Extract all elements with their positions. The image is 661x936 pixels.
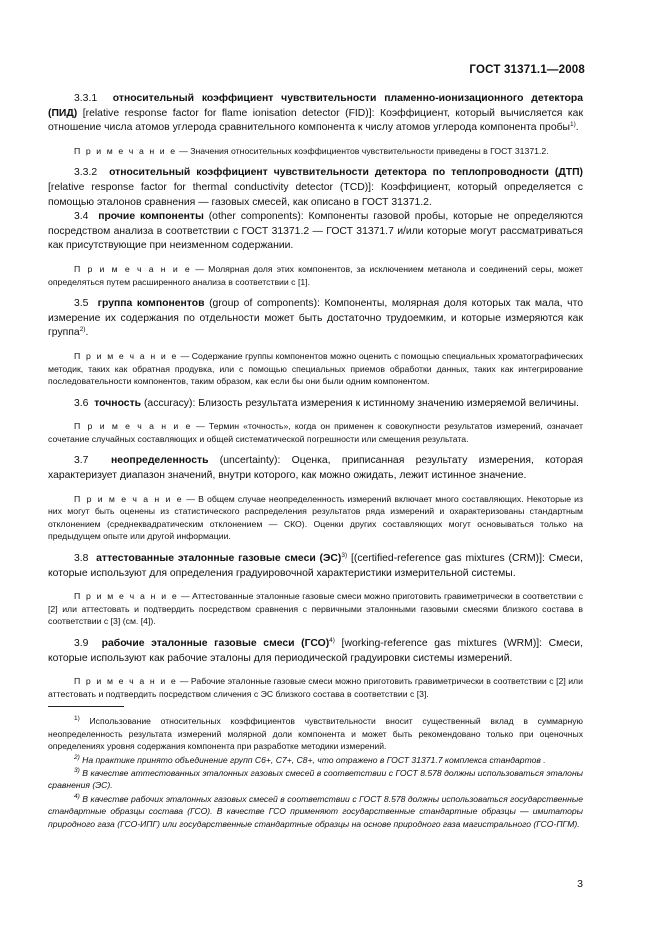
footnote-mark: 4) xyxy=(74,792,80,800)
term-title: аттестованные эталонные газовые смеси (ЭС) xyxy=(96,553,342,565)
term-definition: [relative response factor for thermal conductivity detector (TCD)]: Коэффициент, который определяется с помощью эталонов сравнения — газовых смесей, как описано в ГОСТ 31371.2. xyxy=(48,181,583,208)
footnote-text: В качестве рабочих эталонных газовых смесей в соответствии с ГОСТ 8.578 должны использоваться государственные стандартные образцы состава (ГСО). В качестве ГСО применяют государственные стандартные образцы — имитаторы природного газа (ГСО-ИПГ) или государственные стандартные образцы на основе природного газа магистрального (ГСО-ПГМ). xyxy=(48,793,583,829)
note-3-8 xyxy=(48,590,583,628)
footnote-ref: 3) xyxy=(341,552,348,560)
term-title: группа компонентов xyxy=(97,298,205,310)
footnote-3 xyxy=(48,767,583,792)
doc-code-header: ГОСТ 31371.1—2008 xyxy=(469,64,585,76)
term-definition: (group of components): Компоненты, молярная доля которых так мала, что измерение их содержания по отдельности может быть достаточно трудоемким, и которые измеряются как группа xyxy=(48,298,583,339)
term-3-4 xyxy=(48,210,583,254)
note-text: — Аттестованные эталонные газовые смеси можно приготовить гравиметрически в соответствии с [2] или аттестовать и подтвердить посредством сравнения с первичными эталонными газовыми смесями близкого состава в соответствии с [3] (см. [4]). xyxy=(48,591,583,627)
note-label: П р и м е ч а н и е xyxy=(74,421,192,432)
term-number: 3.4 xyxy=(74,211,89,223)
term-definition: (uncertainty): Оценка, приписанная результату измерения, которая характеризует диапазон значений, внутри которого, как можно ожидать, лежит истинное значение. xyxy=(48,455,583,482)
term-3-3-1 xyxy=(48,92,583,136)
term-title: относительный коэффициент чувствительности детектора по теплопроводности (ДТП) xyxy=(109,167,584,179)
term-3-6 xyxy=(48,397,583,412)
footnote-2 xyxy=(48,754,583,766)
page-number: 3 xyxy=(577,878,583,890)
note-3-6 xyxy=(48,420,583,445)
note-3-3-1 xyxy=(48,145,583,158)
term-title: точность xyxy=(94,397,142,409)
term-number: 3.8 xyxy=(74,553,89,565)
note-label: П р и м е ч а н и е xyxy=(74,591,179,602)
term-tail: . xyxy=(575,122,579,134)
term-number: 3.7 xyxy=(74,455,89,467)
term-definition: [(certified-reference gas mixtures (CRM)]: Смеси, которые используют для определения градуировочной характеристики измерительной системы. xyxy=(48,553,584,579)
note-text: — Термин «точность», когда он применен к совокупности результатов измерений, означает сочетание случайных составляющих и общей систематической погрешности или смещения результата. xyxy=(48,421,583,444)
footnote-mark: 2) xyxy=(74,753,80,761)
term-number: 3.9 xyxy=(74,638,89,649)
document-body xyxy=(48,92,583,831)
term-3-5 xyxy=(48,297,583,341)
footnote-mark: 1) xyxy=(74,715,80,723)
note-3-5 xyxy=(48,350,583,388)
note-label: П р и м е ч а н и е xyxy=(74,263,192,274)
note-3-9 xyxy=(48,675,583,700)
term-title: относительный коэффициент чувствительности пламенно-ионизационного детектора (ПИД) xyxy=(48,93,583,119)
note-text: — Содержание группы компонентов можно оценить с помощью специальных хроматографических методик, таких как обратная продувка, или с помощью специальных приемов обработки данных, таких как интегрирование последовательности компонентов, таким образом, как если бы они были одним компонентом. xyxy=(48,350,583,387)
footnote-ref: 1) xyxy=(570,121,576,129)
note-label: П р и м е ч а н и е xyxy=(74,676,178,687)
footnote-divider xyxy=(48,706,124,707)
footnote-text: На практике принято объединение групп С6+, С7+, С8+, что отражено в ГОСТ 31371.7 комплекса стандартов . xyxy=(79,754,546,765)
note-3-7 xyxy=(48,493,583,543)
term-3-9 xyxy=(48,637,583,666)
term-definition: [relative response factor for flame ionisation detector (FID)]: Коэффициент, который вычисляется как отношение числа атомов углерода сравнительного компонента к числу атомов углерода компонента пробы xyxy=(48,107,583,134)
term-number: 3.6 xyxy=(74,397,89,409)
term-definition: [working-reference gas mixtures (WRM)]: Смеси, которые используют как рабочие эталоны для периодической градуировки системы измерений. xyxy=(48,638,583,664)
footnote-1 xyxy=(48,715,583,752)
term-title: неопределенность xyxy=(111,455,209,467)
term-title: рабочие эталонные газовые смеси (ГСО) xyxy=(101,638,330,649)
note-3-4 xyxy=(48,263,583,288)
term-3-3-2 xyxy=(48,166,583,210)
note-text: — Рабочие эталонные газовые смеси можно приготовить гравиметрически в соответствии с [2] или аттестовать и подтвердить посредством сличения с ЭС близкого состава в соответствии с [3]. xyxy=(48,676,583,699)
footnote-ref: 2) xyxy=(79,326,86,334)
term-3-7 xyxy=(48,454,583,483)
footnote-4 xyxy=(48,793,583,830)
term-number: 3.3.1 xyxy=(74,93,98,104)
term-3-8 xyxy=(48,552,583,581)
note-text: — Значения относительных коэффициентов чувствительности приведены в ГОСТ 31371.2. xyxy=(176,145,549,156)
term-number: 3.5 xyxy=(74,298,89,310)
note-label: П р и м е ч а н и е xyxy=(74,493,184,504)
note-label: П р и м е ч а н и е xyxy=(74,350,178,361)
term-title: прочие компоненты xyxy=(98,211,204,223)
note-label: П р и м е ч а н и е xyxy=(74,145,177,156)
term-number: 3.3.2 xyxy=(74,167,98,179)
footnote-mark: 3) xyxy=(74,767,80,774)
note-text: — Молярная доля этих компонентов, за исключением метанола и соединений серы, может определяться путем расширенного анализа в соответствии с [1]. xyxy=(48,263,583,287)
note-text: — В общем случае неопределенность измерений включает много составляющих. Некоторые из них могут быть оценены из статистического распределения результатов ряда измерений и охарактеризованы стандартным отклонением (среднеквадратическим отклонением — СКО). Оценки других составляющих могут основываться только на предыдущем опыте или другой информации. xyxy=(48,493,583,542)
term-definition: (other components): Компоненты газовой пробы, которые не определяются посредством анализа в соответствии с ГОСТ 31371.2 — ГОСТ 31371.7 и/или которые могут рассматриваться как присутствующие при неизменном содержании. xyxy=(48,211,583,252)
term-definition: (accuracy): Близость результата измерения к истинному значению измеряемой величины. xyxy=(141,397,579,409)
term-tail: . xyxy=(85,327,89,339)
footnote-text: Использование относительных коэффициентов чувствительности вносит существенный вклад в суммарную неопределенность результата измерений молярной доли компонента и может быть рекомендовано только при оценочных определениях уровня содержания компонента при разработке методики измерений. xyxy=(48,716,583,752)
footnote-ref: 4) xyxy=(329,637,335,644)
footnote-text: В качестве аттестованных эталонных газовых смесей в соответствии с ГОСТ 8.578 должны использоваться эталоны сравнения (ЭС). xyxy=(48,768,583,791)
